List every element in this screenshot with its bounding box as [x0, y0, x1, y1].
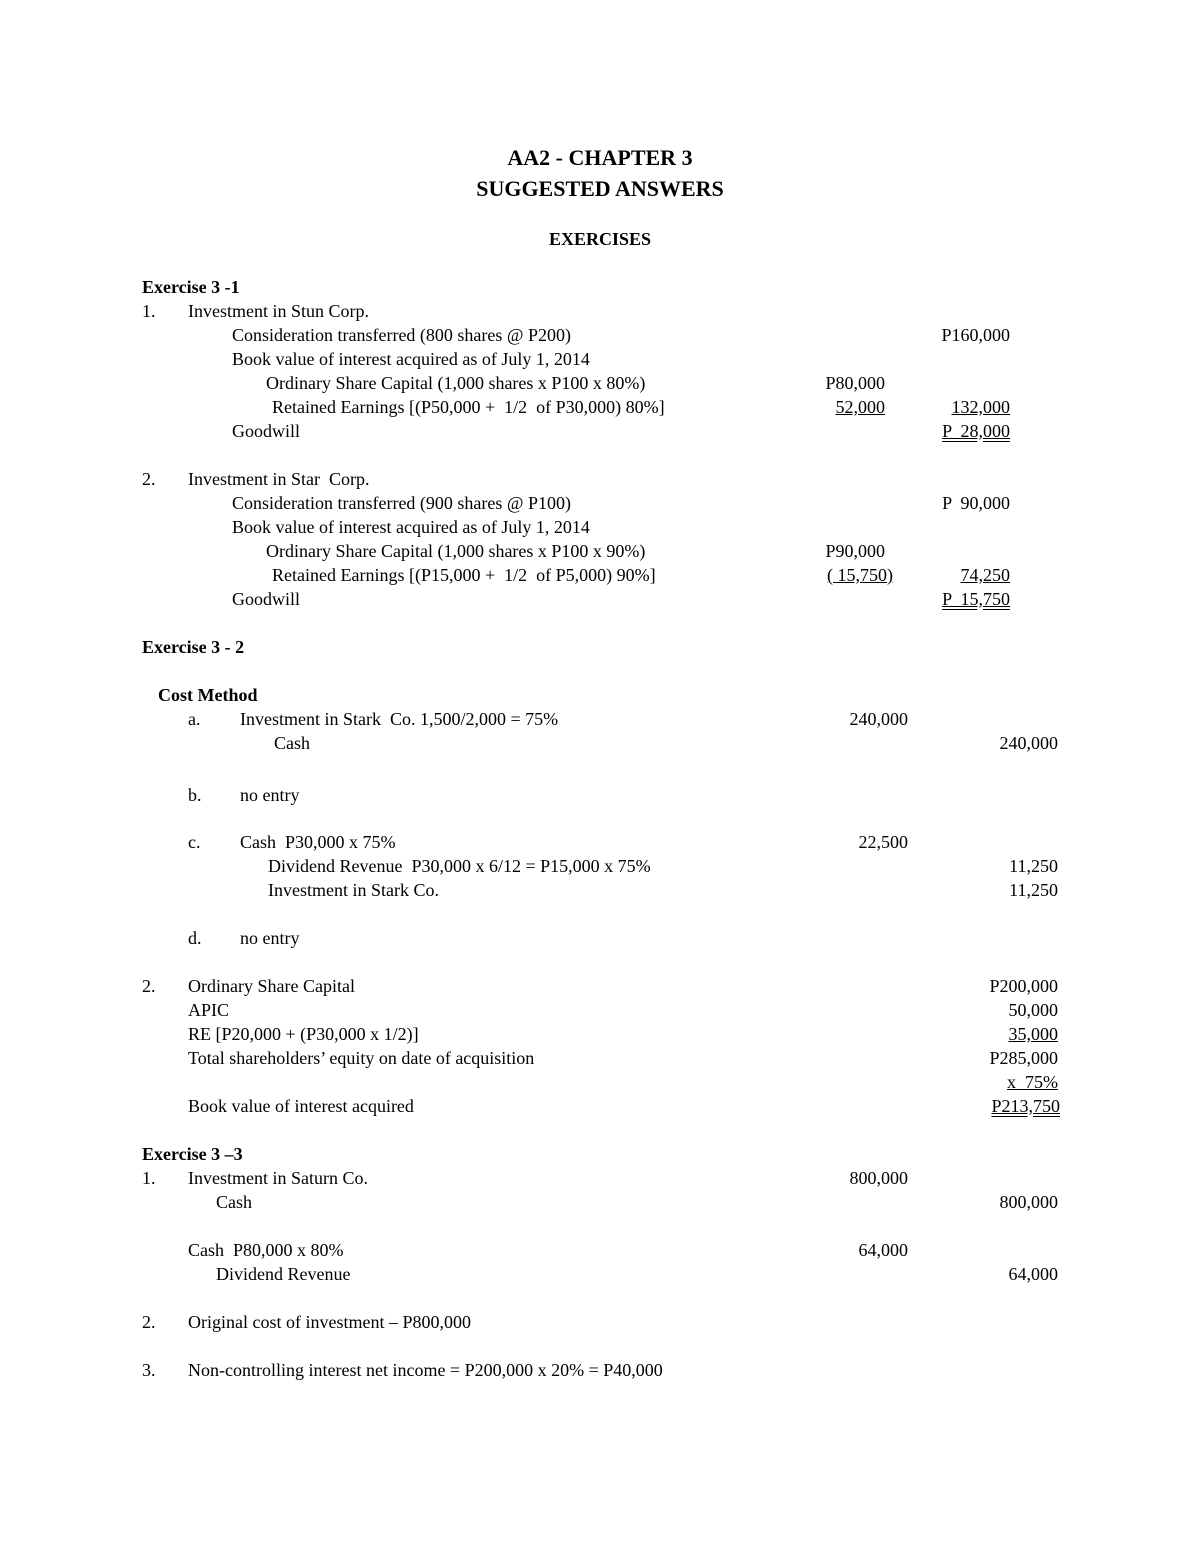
line-label: Dividend Revenue P30,000 x 6/12 = P15,000 x 75%	[268, 856, 651, 876]
item-number: 1.	[142, 1168, 156, 1188]
item-number: 1.	[142, 301, 156, 321]
line-label: Dividend Revenue	[216, 1264, 351, 1284]
amount: 35,000	[1008, 1024, 1058, 1044]
line-label: Retained Earnings [(P15,000 + 1/2 of P5,000) 90%]	[272, 565, 656, 585]
line-label: Ordinary Share Capital (1,000 shares x P100 x 80%)	[266, 373, 646, 393]
section-title: EXERCISES	[548, 229, 652, 249]
amount: 11,250	[1009, 856, 1058, 876]
amount: P213,750	[991, 1096, 1060, 1116]
amount: 11,250	[1009, 880, 1058, 900]
item-title: Investment in Stun Corp.	[188, 301, 369, 321]
amount: P285,000	[989, 1048, 1058, 1068]
exercise-heading: Exercise 3 –3	[142, 1144, 243, 1164]
line-label: Consideration transferred (800 shares @ P200)	[232, 325, 571, 345]
line-label: Consideration transferred (900 shares @ P100)	[232, 493, 571, 513]
line-label: Cash P30,000 x 75%	[240, 832, 396, 852]
line-label: Cash P80,000 x 80%	[188, 1240, 344, 1260]
amount: 132,000	[951, 397, 1010, 417]
amount: 74,250	[960, 565, 1010, 585]
exercise-heading: Exercise 3 -1	[142, 277, 240, 297]
percentage: x 75%	[1007, 1072, 1058, 1092]
amount: 240,000	[999, 733, 1058, 753]
amount: 50,000	[1008, 1000, 1058, 1020]
amount: 800,000	[999, 1192, 1058, 1212]
line-label: Investment in Stark Co. 1,500/2,000 = 75%	[240, 709, 559, 729]
amount: 240,000	[849, 709, 908, 729]
item-letter: d.	[188, 928, 202, 948]
amount: P 90,000	[942, 493, 1010, 513]
line-label: Cash	[274, 733, 310, 753]
document-subtitle: SUGGESTED ANSWERS	[476, 176, 724, 201]
item-number: 2.	[142, 976, 156, 996]
exercise-heading: Exercise 3 - 2	[142, 637, 245, 657]
line-label: Book value of interest acquired as of July 1, 2014	[232, 517, 590, 537]
line-label: Cash	[216, 1192, 252, 1212]
amount: 64,000	[1008, 1264, 1058, 1284]
amount: P80,000	[825, 373, 885, 393]
line-label: Investment in Stark Co.	[268, 880, 439, 900]
amount: 22,500	[858, 832, 908, 852]
line-label: Total shareholders’ equity on date of acquisition	[188, 1048, 535, 1068]
item-letter: a.	[188, 709, 201, 729]
amount: P 15,750	[942, 589, 1010, 609]
method-heading: Cost Method	[158, 685, 258, 705]
amount: 64,000	[858, 1240, 908, 1260]
line-label: Original cost of investment – P800,000	[188, 1312, 471, 1332]
item-letter: c.	[188, 832, 201, 852]
line-label: Retained Earnings [(P50,000 + 1/2 of P30,000) 80%]	[272, 397, 665, 417]
item-number: 2.	[142, 469, 156, 489]
item-number: 3.	[142, 1360, 156, 1380]
item-number: 2.	[142, 1312, 156, 1332]
line-label: RE [P20,000 + (P30,000 x 1/2)]	[188, 1024, 419, 1044]
line-label: Goodwill	[232, 589, 301, 609]
line-label: APIC	[188, 1000, 230, 1020]
line-label: Book value of interest acquired as of July 1, 2014	[232, 349, 590, 369]
line-label: Goodwill	[232, 421, 301, 441]
line-label: no entry	[240, 785, 300, 805]
line-label: Investment in Saturn Co.	[188, 1168, 368, 1188]
amount: P160,000	[941, 325, 1010, 345]
amount: P200,000	[989, 976, 1058, 996]
amount: ( 15,750)	[827, 565, 893, 585]
item-letter: b.	[188, 785, 202, 805]
line-label: Book value of interest acquired	[188, 1096, 414, 1116]
line-label: Non-controlling interest net income = P200,000 x 20% = P40,000	[188, 1360, 663, 1380]
line-label: Ordinary Share Capital	[188, 976, 355, 996]
amount: P 28,000	[942, 421, 1010, 441]
item-title: Investment in Star Corp.	[188, 469, 370, 489]
document-title: AA2 - CHAPTER 3	[507, 145, 693, 170]
line-label: Ordinary Share Capital (1,000 shares x P100 x 90%)	[266, 541, 646, 561]
amount: P90,000	[825, 541, 885, 561]
amount: 52,000	[835, 397, 885, 417]
line-label: no entry	[240, 928, 300, 948]
amount: 800,000	[849, 1168, 908, 1188]
